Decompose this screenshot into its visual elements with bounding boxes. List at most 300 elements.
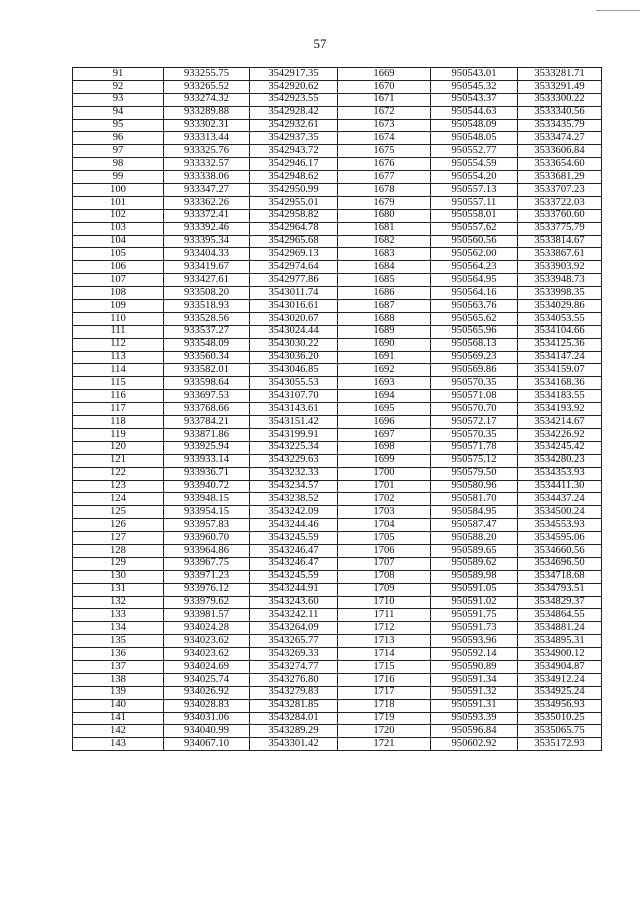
- x-coordinate-cell: 950563.76: [431, 300, 518, 313]
- table-row: [73, 364, 602, 377]
- point-number-cell: 119: [73, 428, 164, 441]
- coordinates-table: [72, 67, 602, 751]
- y-coordinate-cell: 3534829.37: [518, 596, 602, 609]
- table-row: [73, 106, 602, 119]
- point-number-cell: 120: [73, 441, 164, 454]
- y-coordinate-cell: 3543232.33: [250, 467, 338, 480]
- point-number-cell: 1695: [338, 403, 431, 416]
- point-number-cell: 1716: [338, 673, 431, 686]
- y-coordinate-cell: 3533681.29: [518, 171, 602, 184]
- x-coordinate-cell: 950564.16: [431, 287, 518, 300]
- y-coordinate-cell: 3543242.11: [250, 609, 338, 622]
- x-coordinate-cell: 950602.92: [431, 738, 518, 751]
- table-row: [73, 261, 602, 274]
- table-row: [73, 132, 602, 145]
- y-coordinate-cell: 3533606.84: [518, 145, 602, 158]
- y-coordinate-cell: 3543265.77: [250, 635, 338, 648]
- point-number-cell: 126: [73, 519, 164, 532]
- table-row: [73, 699, 602, 712]
- table-row: [73, 493, 602, 506]
- point-number-cell: 114: [73, 364, 164, 377]
- y-coordinate-cell: 3543024.44: [250, 325, 338, 338]
- table-row: [73, 338, 602, 351]
- y-coordinate-cell: 3543036.20: [250, 351, 338, 364]
- table-row: [73, 441, 602, 454]
- x-coordinate-cell: 933936.71: [164, 467, 250, 480]
- table-row: [73, 622, 602, 635]
- table-row: [73, 686, 602, 699]
- y-coordinate-cell: 3543107.70: [250, 390, 338, 403]
- point-number-cell: 91: [73, 68, 164, 81]
- x-coordinate-cell: 950591.31: [431, 699, 518, 712]
- y-coordinate-cell: 3543055.53: [250, 377, 338, 390]
- x-coordinate-cell: 933971.23: [164, 570, 250, 583]
- y-coordinate-cell: 3533654.60: [518, 158, 602, 171]
- x-coordinate-cell: 933325.76: [164, 145, 250, 158]
- y-coordinate-cell: 3542969.13: [250, 248, 338, 261]
- x-coordinate-cell: 950579.50: [431, 467, 518, 480]
- point-number-cell: 1697: [338, 428, 431, 441]
- table-row: [73, 673, 602, 686]
- x-coordinate-cell: 933255.75: [164, 68, 250, 81]
- y-coordinate-cell: 3543269.33: [250, 648, 338, 661]
- table-row: [73, 184, 602, 197]
- x-coordinate-cell: 950548.05: [431, 132, 518, 145]
- table-row: [73, 158, 602, 171]
- x-coordinate-cell: 933392.46: [164, 222, 250, 235]
- y-coordinate-cell: 3534500.24: [518, 506, 602, 519]
- point-number-cell: 93: [73, 93, 164, 106]
- x-coordinate-cell: 933981.57: [164, 609, 250, 622]
- x-coordinate-cell: 950565.96: [431, 325, 518, 338]
- table-row: [73, 145, 602, 158]
- point-number-cell: 115: [73, 377, 164, 390]
- y-coordinate-cell: 3543143.61: [250, 403, 338, 416]
- y-coordinate-cell: 3543245.59: [250, 532, 338, 545]
- x-coordinate-cell: 950569.86: [431, 364, 518, 377]
- table-row: [73, 712, 602, 725]
- point-number-cell: 1700: [338, 467, 431, 480]
- table-row: [73, 648, 602, 661]
- point-number-cell: 95: [73, 119, 164, 132]
- y-coordinate-cell: 3533707.23: [518, 184, 602, 197]
- y-coordinate-cell: 3533948.73: [518, 274, 602, 287]
- x-coordinate-cell: 950593.96: [431, 635, 518, 648]
- x-coordinate-cell: 950591.05: [431, 583, 518, 596]
- table-row: [73, 171, 602, 184]
- x-coordinate-cell: 950558.01: [431, 209, 518, 222]
- point-number-cell: 1718: [338, 699, 431, 712]
- point-number-cell: 143: [73, 738, 164, 751]
- table-row: [73, 480, 602, 493]
- point-number-cell: 1714: [338, 648, 431, 661]
- x-coordinate-cell: 933784.21: [164, 416, 250, 429]
- x-coordinate-cell: 934023.62: [164, 648, 250, 661]
- point-number-cell: 1669: [338, 68, 431, 81]
- x-coordinate-cell: 934067.10: [164, 738, 250, 751]
- y-coordinate-cell: 3533903.92: [518, 261, 602, 274]
- y-coordinate-cell: 3543301.42: [250, 738, 338, 751]
- point-number-cell: 127: [73, 532, 164, 545]
- point-number-cell: 1707: [338, 557, 431, 570]
- x-coordinate-cell: 950591.02: [431, 596, 518, 609]
- y-coordinate-cell: 3543276.80: [250, 673, 338, 686]
- point-number-cell: 135: [73, 635, 164, 648]
- point-number-cell: 102: [73, 209, 164, 222]
- table-row: [73, 609, 602, 622]
- point-number-cell: 113: [73, 351, 164, 364]
- x-coordinate-cell: 950570.35: [431, 428, 518, 441]
- y-coordinate-cell: 3543011.74: [250, 287, 338, 300]
- point-number-cell: 97: [73, 145, 164, 158]
- table-row: [73, 738, 602, 751]
- y-coordinate-cell: 3534956.93: [518, 699, 602, 712]
- point-number-cell: 103: [73, 222, 164, 235]
- table-row: [73, 635, 602, 648]
- point-number-cell: 1698: [338, 441, 431, 454]
- point-number-cell: 1702: [338, 493, 431, 506]
- point-number-cell: 131: [73, 583, 164, 596]
- x-coordinate-cell: 933518.93: [164, 300, 250, 313]
- x-coordinate-cell: 934025.74: [164, 673, 250, 686]
- x-coordinate-cell: 933940.72: [164, 480, 250, 493]
- table-row: [73, 287, 602, 300]
- x-coordinate-cell: 950557.11: [431, 196, 518, 209]
- x-coordinate-cell: 933537.27: [164, 325, 250, 338]
- point-number-cell: 138: [73, 673, 164, 686]
- x-coordinate-cell: 933265.52: [164, 80, 250, 93]
- y-coordinate-cell: 3533474.27: [518, 132, 602, 145]
- y-coordinate-cell: 3543225.34: [250, 441, 338, 454]
- table-row: [73, 467, 602, 480]
- x-coordinate-cell: 933313.44: [164, 132, 250, 145]
- x-coordinate-cell: 933332.57: [164, 158, 250, 171]
- y-coordinate-cell: 3533722.03: [518, 196, 602, 209]
- x-coordinate-cell: 950570.35: [431, 377, 518, 390]
- point-number-cell: 92: [73, 80, 164, 93]
- point-number-cell: 1704: [338, 519, 431, 532]
- point-number-cell: 105: [73, 248, 164, 261]
- x-coordinate-cell: 933582.01: [164, 364, 250, 377]
- y-coordinate-cell: 3534437.24: [518, 493, 602, 506]
- y-coordinate-cell: 3534353.93: [518, 467, 602, 480]
- point-number-cell: 1703: [338, 506, 431, 519]
- point-number-cell: 106: [73, 261, 164, 274]
- x-coordinate-cell: 933697.53: [164, 390, 250, 403]
- point-number-cell: 1691: [338, 351, 431, 364]
- point-number-cell: 129: [73, 557, 164, 570]
- x-coordinate-cell: 950596.84: [431, 725, 518, 738]
- point-number-cell: 112: [73, 338, 164, 351]
- y-coordinate-cell: 3533300.22: [518, 93, 602, 106]
- y-coordinate-cell: 3535065.75: [518, 725, 602, 738]
- y-coordinate-cell: 3543284.01: [250, 712, 338, 725]
- point-number-cell: 1678: [338, 184, 431, 197]
- x-coordinate-cell: 950589.62: [431, 557, 518, 570]
- table-row: [73, 300, 602, 313]
- x-coordinate-cell: 934031.06: [164, 712, 250, 725]
- point-number-cell: 139: [73, 686, 164, 699]
- point-number-cell: 134: [73, 622, 164, 635]
- y-coordinate-cell: 3542948.62: [250, 171, 338, 184]
- x-coordinate-cell: 950545.32: [431, 80, 518, 93]
- y-coordinate-cell: 3542932.61: [250, 119, 338, 132]
- point-number-cell: 104: [73, 235, 164, 248]
- y-coordinate-cell: 3534125.36: [518, 338, 602, 351]
- point-number-cell: 128: [73, 544, 164, 557]
- point-number-cell: 1680: [338, 209, 431, 222]
- point-number-cell: 1690: [338, 338, 431, 351]
- x-coordinate-cell: 950592.14: [431, 648, 518, 661]
- point-number-cell: 99: [73, 171, 164, 184]
- x-coordinate-cell: 950584.95: [431, 506, 518, 519]
- point-number-cell: 1681: [338, 222, 431, 235]
- table-row: [73, 351, 602, 364]
- table-row: [73, 725, 602, 738]
- y-coordinate-cell: 3534912.24: [518, 673, 602, 686]
- point-number-cell: 1715: [338, 660, 431, 673]
- table-row: [73, 196, 602, 209]
- point-number-cell: 100: [73, 184, 164, 197]
- table-row: [73, 596, 602, 609]
- point-number-cell: 108: [73, 287, 164, 300]
- x-coordinate-cell: 933528.56: [164, 312, 250, 325]
- y-coordinate-cell: 3533435.79: [518, 119, 602, 132]
- table-row: [73, 660, 602, 673]
- x-coordinate-cell: 950565.62: [431, 312, 518, 325]
- point-number-cell: 1675: [338, 145, 431, 158]
- y-coordinate-cell: 3543279.83: [250, 686, 338, 699]
- y-coordinate-cell: 3542974.64: [250, 261, 338, 274]
- y-coordinate-cell: 3534660.56: [518, 544, 602, 557]
- table-row: [73, 68, 602, 81]
- y-coordinate-cell: 3534904.87: [518, 660, 602, 673]
- table-row: [73, 583, 602, 596]
- y-coordinate-cell: 3542920.62: [250, 80, 338, 93]
- x-coordinate-cell: 950564.95: [431, 274, 518, 287]
- x-coordinate-cell: 933274.32: [164, 93, 250, 106]
- table-row: [73, 506, 602, 519]
- point-number-cell: 1693: [338, 377, 431, 390]
- point-number-cell: 124: [73, 493, 164, 506]
- x-coordinate-cell: 933598.64: [164, 377, 250, 390]
- x-coordinate-cell: 950564.23: [431, 261, 518, 274]
- y-coordinate-cell: 3543246.47: [250, 544, 338, 557]
- x-coordinate-cell: 950589.98: [431, 570, 518, 583]
- x-coordinate-cell: 950569.23: [431, 351, 518, 364]
- y-coordinate-cell: 3534793.51: [518, 583, 602, 596]
- point-number-cell: 1684: [338, 261, 431, 274]
- point-number-cell: 1713: [338, 635, 431, 648]
- y-coordinate-cell: 3543244.91: [250, 583, 338, 596]
- y-coordinate-cell: 3534411.30: [518, 480, 602, 493]
- point-number-cell: 122: [73, 467, 164, 480]
- point-number-cell: 1688: [338, 312, 431, 325]
- point-number-cell: 110: [73, 312, 164, 325]
- x-coordinate-cell: 933404.33: [164, 248, 250, 261]
- x-coordinate-cell: 933925.94: [164, 441, 250, 454]
- y-coordinate-cell: 3533867.61: [518, 248, 602, 261]
- y-coordinate-cell: 3542923.55: [250, 93, 338, 106]
- x-coordinate-cell: 933302.31: [164, 119, 250, 132]
- x-coordinate-cell: 934026.92: [164, 686, 250, 699]
- point-number-cell: 1676: [338, 158, 431, 171]
- x-coordinate-cell: 950544.63: [431, 106, 518, 119]
- table-row: [73, 416, 602, 429]
- point-number-cell: 1706: [338, 544, 431, 557]
- table-row: [73, 519, 602, 532]
- x-coordinate-cell: 950591.75: [431, 609, 518, 622]
- y-coordinate-cell: 3533291.49: [518, 80, 602, 93]
- x-coordinate-cell: 934024.28: [164, 622, 250, 635]
- x-coordinate-cell: 950560.56: [431, 235, 518, 248]
- point-number-cell: 94: [73, 106, 164, 119]
- y-coordinate-cell: 3535172.93: [518, 738, 602, 751]
- y-coordinate-cell: 3534214.67: [518, 416, 602, 429]
- y-coordinate-cell: 3543243.60: [250, 596, 338, 609]
- table-row: [73, 119, 602, 132]
- y-coordinate-cell: 3542928.42: [250, 106, 338, 119]
- table-row: [73, 222, 602, 235]
- table-row: [73, 570, 602, 583]
- x-coordinate-cell: 933395.34: [164, 235, 250, 248]
- x-coordinate-cell: 933979.62: [164, 596, 250, 609]
- y-coordinate-cell: 3543151.42: [250, 416, 338, 429]
- point-number-cell: 1708: [338, 570, 431, 583]
- point-number-cell: 1694: [338, 390, 431, 403]
- table-row: [73, 377, 602, 390]
- x-coordinate-cell: 950557.13: [431, 184, 518, 197]
- point-number-cell: 141: [73, 712, 164, 725]
- x-coordinate-cell: 933289.88: [164, 106, 250, 119]
- point-number-cell: 125: [73, 506, 164, 519]
- point-number-cell: 1686: [338, 287, 431, 300]
- y-coordinate-cell: 3542950.99: [250, 184, 338, 197]
- point-number-cell: 1710: [338, 596, 431, 609]
- point-number-cell: 1687: [338, 300, 431, 313]
- point-number-cell: 137: [73, 660, 164, 673]
- y-coordinate-cell: 3542917.35: [250, 68, 338, 81]
- y-coordinate-cell: 3534245.42: [518, 441, 602, 454]
- y-coordinate-cell: 3543274.77: [250, 660, 338, 673]
- point-number-cell: 101: [73, 196, 164, 209]
- x-coordinate-cell: 934040.99: [164, 725, 250, 738]
- y-coordinate-cell: 3534147.24: [518, 351, 602, 364]
- point-number-cell: 1677: [338, 171, 431, 184]
- point-number-cell: 1683: [338, 248, 431, 261]
- point-number-cell: 1674: [338, 132, 431, 145]
- x-coordinate-cell: 950543.37: [431, 93, 518, 106]
- x-coordinate-cell: 933768.66: [164, 403, 250, 416]
- x-coordinate-cell: 933560.34: [164, 351, 250, 364]
- x-coordinate-cell: 950571.78: [431, 441, 518, 454]
- x-coordinate-cell: 950554.20: [431, 171, 518, 184]
- point-number-cell: 132: [73, 596, 164, 609]
- point-number-cell: 1685: [338, 274, 431, 287]
- point-number-cell: 1696: [338, 416, 431, 429]
- x-coordinate-cell: 950562.00: [431, 248, 518, 261]
- y-coordinate-cell: 3533775.79: [518, 222, 602, 235]
- y-coordinate-cell: 3542955.01: [250, 196, 338, 209]
- y-coordinate-cell: 3542937.35: [250, 132, 338, 145]
- x-coordinate-cell: 950591.32: [431, 686, 518, 699]
- x-coordinate-cell: 933948.15: [164, 493, 250, 506]
- x-coordinate-cell: 950572.17: [431, 416, 518, 429]
- y-coordinate-cell: 3534029.86: [518, 300, 602, 313]
- point-number-cell: 1699: [338, 454, 431, 467]
- point-number-cell: 133: [73, 609, 164, 622]
- point-number-cell: 1673: [338, 119, 431, 132]
- y-coordinate-cell: 3543030.22: [250, 338, 338, 351]
- x-coordinate-cell: 933967.75: [164, 557, 250, 570]
- y-coordinate-cell: 3543238.52: [250, 493, 338, 506]
- table-row: [73, 403, 602, 416]
- point-number-cell: 1719: [338, 712, 431, 725]
- point-number-cell: 96: [73, 132, 164, 145]
- y-coordinate-cell: 3534226.92: [518, 428, 602, 441]
- y-coordinate-cell: 3543199.91: [250, 428, 338, 441]
- table-row: [73, 209, 602, 222]
- table-row: [73, 428, 602, 441]
- x-coordinate-cell: 950589.65: [431, 544, 518, 557]
- y-coordinate-cell: 3535010.25: [518, 712, 602, 725]
- y-coordinate-cell: 3543264.09: [250, 622, 338, 635]
- x-coordinate-cell: 950543.01: [431, 68, 518, 81]
- point-number-cell: 107: [73, 274, 164, 287]
- x-coordinate-cell: 950587.47: [431, 519, 518, 532]
- point-number-cell: 1711: [338, 609, 431, 622]
- table-row: [73, 454, 602, 467]
- x-coordinate-cell: 933338.06: [164, 171, 250, 184]
- x-coordinate-cell: 950591.34: [431, 673, 518, 686]
- table-row: [73, 312, 602, 325]
- y-coordinate-cell: 3543046.85: [250, 364, 338, 377]
- y-coordinate-cell: 3534895.31: [518, 635, 602, 648]
- y-coordinate-cell: 3534280.23: [518, 454, 602, 467]
- y-coordinate-cell: 3534053.55: [518, 312, 602, 325]
- x-coordinate-cell: 933976.12: [164, 583, 250, 596]
- page-number: 57: [313, 36, 327, 51]
- x-coordinate-cell: 933957.83: [164, 519, 250, 532]
- table-row: [73, 235, 602, 248]
- point-number-cell: 1701: [338, 480, 431, 493]
- x-coordinate-cell: 950557.62: [431, 222, 518, 235]
- table-row: [73, 532, 602, 545]
- x-coordinate-cell: 933548.09: [164, 338, 250, 351]
- point-number-cell: 109: [73, 300, 164, 313]
- x-coordinate-cell: 933347.27: [164, 184, 250, 197]
- y-coordinate-cell: 3543016.61: [250, 300, 338, 313]
- y-coordinate-cell: 3534696.50: [518, 557, 602, 570]
- point-number-cell: 118: [73, 416, 164, 429]
- x-coordinate-cell: 934023.62: [164, 635, 250, 648]
- y-coordinate-cell: 3534881.24: [518, 622, 602, 635]
- x-coordinate-cell: 933362.26: [164, 196, 250, 209]
- table-row: [73, 557, 602, 570]
- point-number-cell: 1705: [338, 532, 431, 545]
- x-coordinate-cell: 950590.89: [431, 660, 518, 673]
- y-coordinate-cell: 3534718.68: [518, 570, 602, 583]
- y-coordinate-cell: 3534925.24: [518, 686, 602, 699]
- x-coordinate-cell: 950588.20: [431, 532, 518, 545]
- table-row: [73, 390, 602, 403]
- y-coordinate-cell: 3534193.92: [518, 403, 602, 416]
- point-number-cell: 1679: [338, 196, 431, 209]
- y-coordinate-cell: 3543242.09: [250, 506, 338, 519]
- x-coordinate-cell: 950554.59: [431, 158, 518, 171]
- y-coordinate-cell: 3542977.86: [250, 274, 338, 287]
- x-coordinate-cell: 950575.12: [431, 454, 518, 467]
